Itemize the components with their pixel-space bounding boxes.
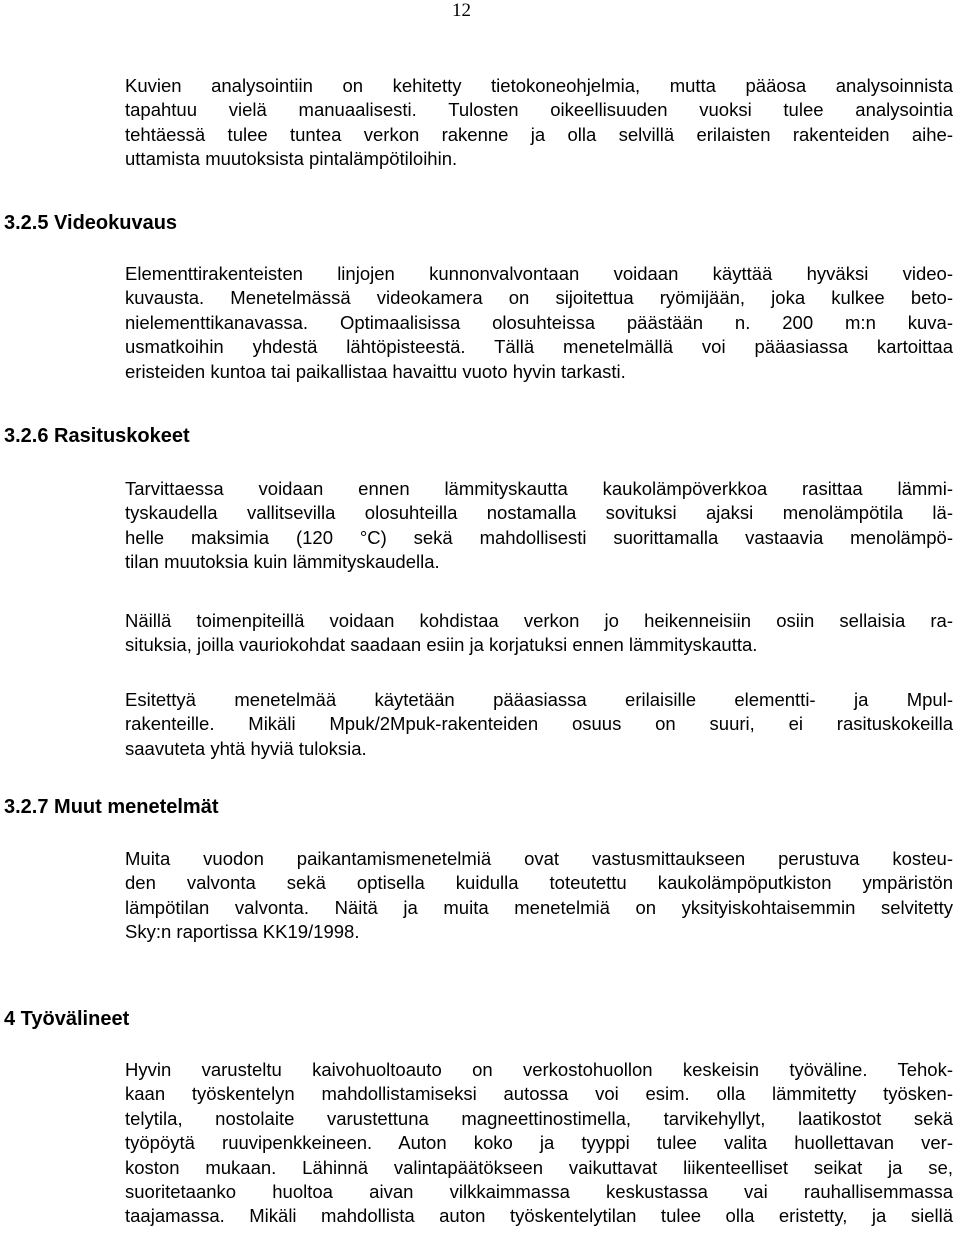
text-line: eristeiden kuntoa tai paikallistaa havaittu vuoto hyvin tarkasti. — [125, 360, 626, 382]
intro-paragraph — [125, 74, 953, 172]
text-line: tilan muutoksia kuin lämmityskaudella. — [125, 551, 440, 573]
text-line: Muita vuodon paikantamismenetelmiä ovat vastusmittaukseen perustuva kosteu- — [125, 848, 953, 869]
text-line: rakenteille. Mikäli Mpuk/2Mpuk-rakenteiden osuus on suuri, ei rasituskokeilla — [125, 713, 953, 735]
text-line: den valvonta sekä optisella kuidulla toteutettu kaukolämpöputkiston ympäristön — [125, 872, 953, 894]
text-line: kaan työskentelyn mahdollistamiseksi autossa voi esim. olla lämmitetty työsken- — [125, 1083, 953, 1105]
text-line: Elementtirakenteisten linjojen kunnonvalvontaan voidaan käyttää hyväksi video- — [125, 263, 953, 284]
section-heading-videokuvaus: 3.2.5 Videokuvaus — [4, 212, 178, 234]
text-line: työpöytä ruuvipenkkeineen. Auton koko ja tyyppi tulee valita huollettavan ver- — [125, 1132, 953, 1154]
videokuvaus-paragraph — [125, 262, 953, 384]
rasituskokeet-paragraph-3 — [125, 688, 953, 761]
text-line: situksia, joilla vauriokohdat saadaan esiin ja korjatuksi ennen lämmityskautta. — [125, 634, 758, 656]
text-line: Tarvittaessa voidaan ennen lämmityskautta kaukolämpöverkkoa rasittaa lämmi- — [125, 478, 953, 499]
text-line: saavuteta yhtä hyviä tuloksia. — [125, 737, 367, 759]
section-heading-rasituskokeet: 3.2.6 Rasituskokeet — [4, 425, 190, 447]
text-line: Hyvin varusteltu kaivohuoltoauto on verkostohuollon keskeisin työväline. Tehok- — [125, 1059, 953, 1080]
text-line: Näillä toimenpiteillä voidaan kohdistaa verkon jo heikenneisiin osiin sellaisia ra- — [125, 610, 953, 631]
text-line: uttamista muutoksista pintalämpötiloihin. — [125, 148, 458, 170]
text-line: helle maksimia (120 °C) sekä mahdollisesti suorittamalla vastaavia menolämpö- — [125, 526, 953, 548]
muut-menetelmat-paragraph — [125, 847, 953, 945]
text-line: Sky:n raportissa KK19/1998. — [125, 921, 360, 943]
tyovalineet-paragraph — [125, 1058, 953, 1229]
text-line: Kuvien analysointiin on kehitetty tietokoneohjelmia, mutta pääosa analysoinnista — [125, 75, 953, 96]
text-line: kuvausta. Menetelmässä videokamera on sijoitettua ryömijään, joka kulkee beto- — [125, 287, 953, 309]
rasituskokeet-paragraph-1 — [125, 477, 953, 575]
text-line: tyskaudella vallitsevilla olosuhteilla nostamalla sovituksi ajaksi menolämpötila lä- — [125, 502, 953, 524]
text-line: telytila, nostolaite varustettuna magneettinostimella, tarvikehyllyt, laatikostot sekä — [125, 1107, 953, 1129]
text-line: koston mukaan. Lähinnä valintapäätökseen vaikuttavat liikenteelliset seikat ja se, — [125, 1156, 953, 1178]
text-line: tapahtuu vielä manuaalisesti. Tulosten oikeellisuuden vuoksi tulee analysointia — [125, 99, 953, 121]
text-line: suoritetaanko huoltoa aivan vilkkaimmassa keskustassa vai rauhallisemmassa — [125, 1181, 953, 1203]
text-line: nielementtikanavassa. Optimaalisissa olosuhteissa päästään n. 200 m:n kuva- — [125, 311, 953, 333]
section-heading-tyovalineet: 4 Työvälineet — [4, 1008, 130, 1030]
text-line: tehtäessä tulee tuntea verkon rakenne ja olla selvillä erilaisten rakenteiden aihe- — [125, 123, 953, 145]
text-line: usmatkoihin yhdestä lähtöpisteestä. Tällä menetelmällä voi pääasiassa kartoittaa — [125, 336, 953, 358]
rasituskokeet-paragraph-2 — [125, 609, 953, 658]
page-number: 12 — [452, 0, 471, 21]
section-heading-muut-menetelmat: 3.2.7 Muut menetelmät — [4, 796, 219, 818]
text-line: lämpötilan valvonta. Näitä ja muita menetelmiä on yksityiskohtaisemmin selvitetty — [125, 896, 953, 918]
text-line: Esitettyä menetelmää käytetään pääasiassa erilaisille elementti- ja Mpul- — [125, 689, 953, 710]
text-line: taajamassa. Mikäli mahdollista auton työskentelytilan tulee olla eristetty, ja siellä — [125, 1205, 953, 1227]
